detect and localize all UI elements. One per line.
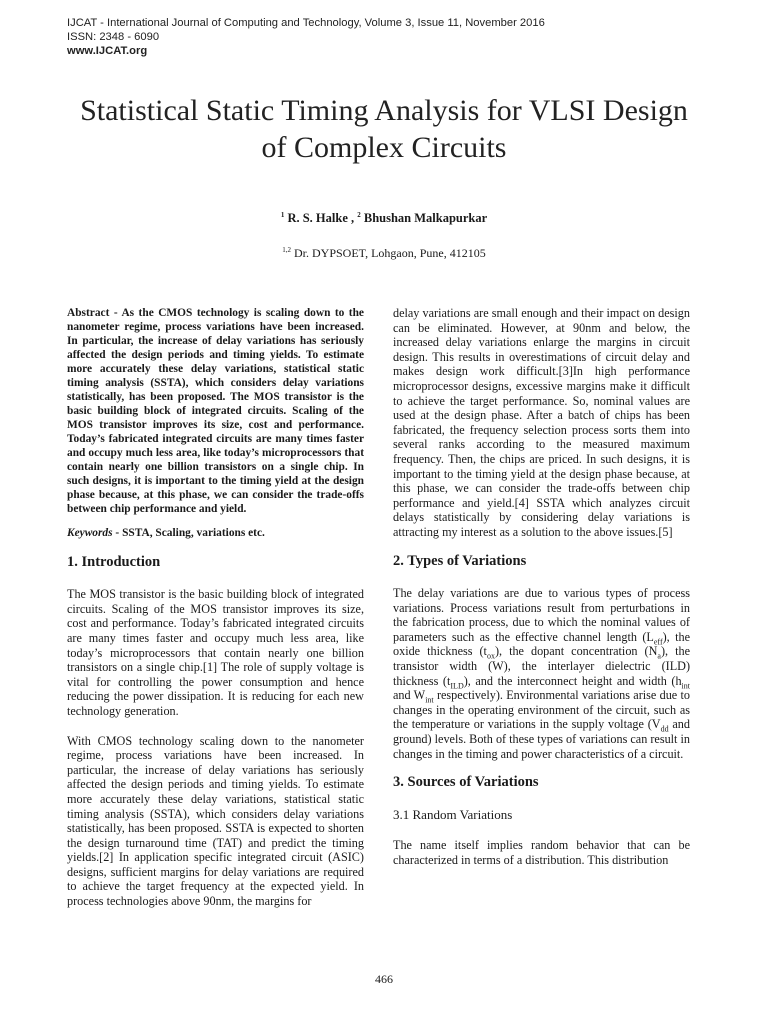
journal-name: IJCAT - International Journal of Computing and Technology, Volume 3, Issue 11, November 2016 — [67, 17, 545, 29]
author-2: Bhushan Malkapurkar — [360, 211, 488, 225]
journal-header — [67, 16, 545, 58]
keywords-label: Keywords — [67, 527, 113, 539]
section-heading-types-of-variations: 2. Types of Variations — [393, 552, 527, 569]
author-1: R. S. Halke , — [284, 211, 358, 225]
intro-paragraph-2: With CMOS technology scaling down to the nanometer regime, process variations have been increased. In particular, the increase of delay variations has seriously affected the design periods and timing yields. To estimate more accurately these delay variations, statistical static timing analysis (SSTA), which considers delay variations statistically, has been proposed. SSTA is expected to shorten the design turnaround time (TAT) and predict the timing yields.[2] In application specific integrated circuit (ASIC) designs, sufficient margins for delay variations are required to achieve the target frequency at the expected yield. In process technologies above 90nm, the margins for — [67, 733, 364, 909]
intro-paragraph-continued: delay variations are small enough and their impact on design can be eliminated. However, at 90nm and below, the increased delay variations enlarge the margins in circuit design. This results in overestimations of circuit delay and makes design work difficult.[3]In high performance microprocessor designs, excessive margins make it difficult to achieve the target performance. So, nominal values are used at the design phase. After a batch of chips has been fabricated, the frequency selection process sorts them into several ranks according to the measured maximum frequency. Then, the chips are priced. In such designs, it is important to the timing yield at the design phase because, at this phase, we can consider the trade-offs between chip performance and yield.[4] SSTA which analyzes circuit delays statistically by considering delay variations is attracting my interest as a solution to the above issues.[5] — [393, 306, 690, 539]
random-variations-paragraph: The name itself implies random behavior that can be characterized in terms of a distribution. This distribution — [393, 838, 690, 867]
section-heading-introduction: 1. Introduction — [67, 553, 161, 570]
journal-website-link[interactable]: www.IJCAT.org — [67, 45, 148, 57]
section-heading-sources-of-variations: 3. Sources of Variations — [393, 774, 539, 791]
affiliation: $^{1,2}$ Dr. DYPSOET, Lohgaon, Pune, 412105 — [282, 246, 486, 260]
left-column — [67, 306, 364, 909]
page-number: 466 — [375, 972, 393, 986]
right-column — [393, 306, 690, 868]
types-paragraph: The delay variations are due to various types of process variations. Process variations result from perturbations in the fabrication process, due to which the nominal values of parameters such as the effective channel length $(L_{eff})$, the oxide thickness $(t_{ox})$, the dopant concentration $(N_a)$, the transistor width (W), the interlayer dielectric (ILD) thickness $(t_{ILD})$, and the interconnect height and width ($h_{int}$ and $W_{int}$ respectively). Environmental variations arise due to changes in the operating environment of the circuit, such as the temperature or variations in the supply voltage ($V_{dd}$ and ground) levels. Both of these types of variations can result in changes in the timing and power characteristics of a circuit. — [393, 586, 690, 761]
abstract: Abstract - As the CMOS technology is scaling down to the nanometer regime, process variations have been increased. In particular, the increase of delay variations has seriously affected the design periods and timing yields. To estimate more accurately these delay variations, statistical static timing analysis (SSTA), which considers delay variations statistically, has been proposed. The MOS transistor is the basic building block of integrated circuits. Scaling of the MOS transistor improves its size, cost and performance. Today’s fabricated integrated circuits are many times faster and occupy much less area, like today’s microprocessors that contain nearly one billion transistors on a single chip. In such designs, it is important to the timing yield at the design phase because, at this phase, we can consider the trade-offs between chip performance and yield. — [67, 307, 364, 515]
paper-title: Statistical Static Timing Analysis for VLSI Design of Complex Circuits — [80, 94, 688, 164]
subsection-heading-random-variations: 3.1 Random Variations — [393, 806, 513, 822]
issn: ISSN: 2348 - 6090 — [67, 31, 160, 43]
intro-paragraph-1: The MOS transistor is the basic building block of integrated circuits. Scaling of the MOS transistor improves its size, cost and performance. Today’s fabricated integrated circuits are many times faster and occupy much less area, like today’s microprocessors that contain nearly one billion transistors on a single chip.[1] The role of supply voltage is vital for controlling the power consumption and hence reducing the power dissipation. It is reducing for each new technology generation. — [67, 587, 364, 718]
keywords: Keywords - SSTA, Scaling, variations etc. — [67, 527, 265, 539]
abstract-label: Abstract — [67, 307, 110, 319]
author-list: $^1$ R. S. Halke , $^2$ Bhushan Malkapurkar — [280, 210, 488, 225]
